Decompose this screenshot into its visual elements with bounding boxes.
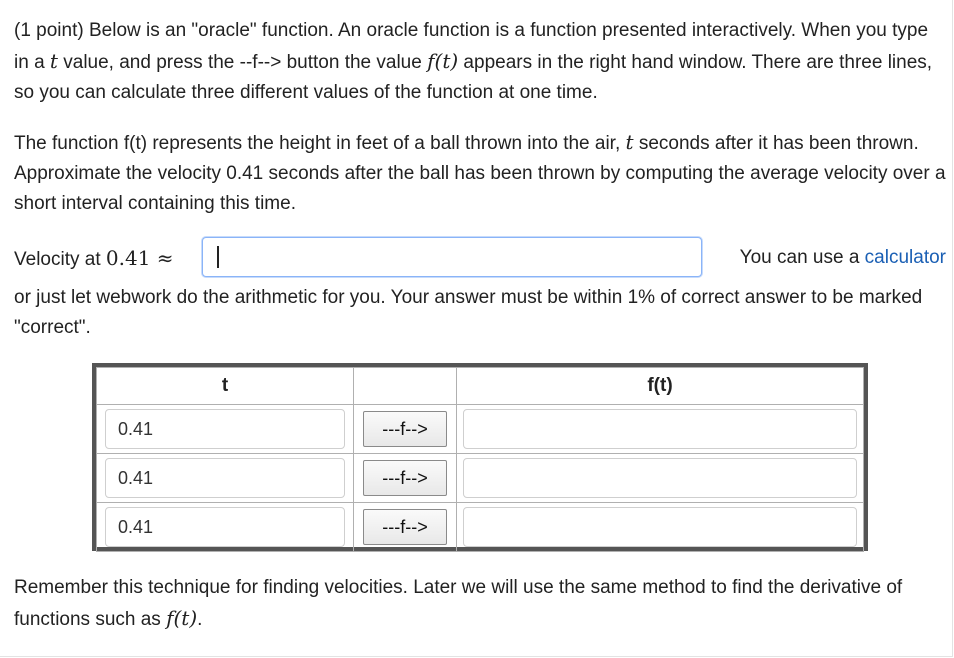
f-output-field[interactable] bbox=[463, 458, 857, 498]
question-text-a: The function f(t) represents the height in feet of a ball thrown into the air, bbox=[14, 133, 626, 154]
question-paragraph bbox=[14, 127, 946, 219]
closing-paragraph bbox=[14, 573, 946, 635]
evaluate-f-button[interactable]: ---f--> bbox=[363, 509, 447, 545]
calculator-link[interactable]: calculator bbox=[864, 247, 946, 268]
header-button bbox=[354, 368, 457, 405]
evaluate-f-button[interactable]: ---f--> bbox=[363, 460, 447, 496]
velocity-answer-row bbox=[14, 237, 946, 281]
math-f-of-t: f(t) bbox=[166, 606, 198, 630]
evaluate-f-button[interactable]: ---f--> bbox=[363, 411, 447, 447]
f-output-field[interactable] bbox=[463, 507, 857, 547]
t-input[interactable]: 0.41 bbox=[105, 409, 345, 449]
t-input[interactable]: 0.41 bbox=[105, 458, 345, 498]
intro-paragraph bbox=[14, 16, 946, 108]
velocity-time-value: 0.41 bbox=[105, 246, 151, 270]
intro-text-c: appears in the right hand window. There are three lines, so you can calculate three different values of the function at one time. bbox=[14, 52, 933, 103]
intro-text-a: (1 point) Below is an "oracle" function. An oracle function is a function presented interactively. When you type in a bbox=[14, 20, 929, 73]
text-cursor bbox=[217, 246, 219, 268]
t-input[interactable]: 0.41 bbox=[105, 507, 345, 547]
oracle-table bbox=[92, 363, 868, 551]
approx-symbol: ≈ bbox=[150, 246, 174, 270]
question-text-b: seconds after it has been thrown. Approximate the velocity 0.41 seconds after the ball has been thrown by computing the average velocity over a short interval containing this time. bbox=[14, 133, 946, 214]
closing-text-a: Remember this technique for finding velocities. Later we will use the same method to find the derivative of functions such as bbox=[14, 577, 903, 630]
tolerance-paragraph: or just let webwork do the arithmetic for you. Your answer must be within 1% of correct answer to be marked "correct". bbox=[14, 287, 923, 338]
velocity-label-text: Velocity at bbox=[14, 249, 106, 270]
oracle-row bbox=[97, 405, 864, 454]
calculator-hint bbox=[740, 243, 946, 273]
oracle-row bbox=[97, 503, 864, 552]
math-t: t bbox=[625, 130, 634, 154]
math-f-of-t: f(t) bbox=[427, 49, 459, 73]
header-f-of-t: f(t) bbox=[457, 368, 864, 405]
header-t: t bbox=[97, 368, 354, 405]
velocity-label bbox=[14, 243, 174, 275]
velocity-answer-input[interactable] bbox=[202, 237, 702, 277]
calculator-hint-text: You can use a bbox=[739, 247, 865, 268]
intro-text-b: value, and press the --f--> button the value bbox=[57, 52, 428, 73]
closing-text-b: . bbox=[197, 609, 203, 630]
math-t: t bbox=[49, 49, 58, 73]
f-output-field[interactable] bbox=[463, 409, 857, 449]
oracle-row bbox=[97, 454, 864, 503]
